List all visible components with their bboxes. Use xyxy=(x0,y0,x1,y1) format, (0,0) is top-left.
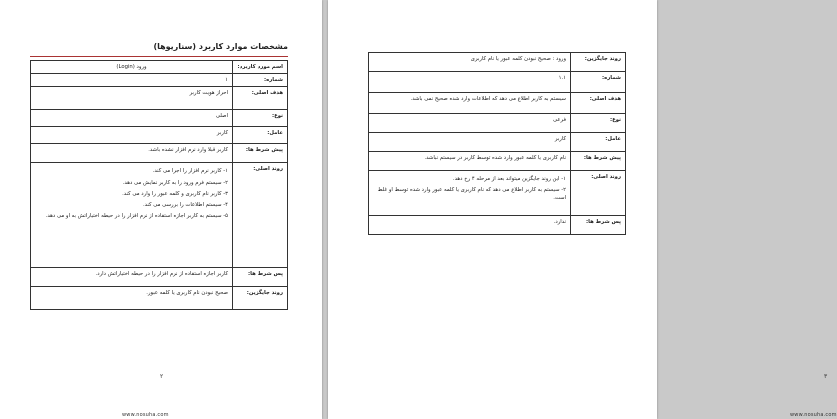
row-label: نوع: xyxy=(571,114,626,133)
row-value: احراز هویت کاربر xyxy=(31,87,233,110)
row-value: اصلی xyxy=(31,110,233,127)
row-label: پیش شرط ها: xyxy=(233,144,288,163)
row-value: کاربر قبلا وارد نرم افزار نشده باشد. xyxy=(31,144,233,163)
row-value: ندارد. xyxy=(369,216,571,235)
table-row xyxy=(31,268,288,287)
step-item: ۱- این روند جایگزین میتواند بعد از مرحله ۴ رخ دهد. xyxy=(452,176,566,182)
row-value: ورود : صحیح نبودن کلمه عبور یا نام کاربری xyxy=(369,53,571,72)
row-value: سیستم به کاربر اطلاع می دهد که اطلاعات وارد شده صحیح نمی باشد. xyxy=(369,93,571,114)
table-row xyxy=(369,72,626,93)
page-number: ۲ xyxy=(160,373,164,380)
row-value: کاربر xyxy=(369,133,571,152)
row-steps xyxy=(369,171,571,216)
table-row xyxy=(369,93,626,114)
footer-url: www.nosuha.com xyxy=(122,412,169,418)
row-value: ۱.۱ xyxy=(369,72,571,93)
step-item: ۲- سیستم به کاربر اطلاع می دهد که نام کاربری یا کلمه عبور وارد شده توسط او غلط است. xyxy=(377,187,566,202)
table-row xyxy=(31,127,288,144)
row-label: هدف اصلی: xyxy=(233,87,288,110)
table-row xyxy=(31,287,288,310)
step-item: ۵- سیستم به کاربر اجازه استفاده از نرم افزار را در حیطه اختیاراتش به او می دهد. xyxy=(45,213,228,220)
table-row xyxy=(369,53,626,72)
row-label: نوع: xyxy=(233,110,288,127)
row-steps xyxy=(31,163,233,268)
row-value: کاربر اجازه استفاده از نرم افزار را در حیطه اختیاراتش دارد. xyxy=(31,268,233,287)
row-label: پس شرط ها: xyxy=(233,268,288,287)
step-item: ۴- سیستم اطلاعات را بررسی می کند. xyxy=(142,202,228,209)
row-value: نام کاربری یا کلمه عبور وارد شده توسط کاربر در سیستم نباشد. xyxy=(369,152,571,171)
table-row xyxy=(31,87,288,110)
table-row xyxy=(369,152,626,171)
use-case-table-login xyxy=(30,60,288,310)
table-row xyxy=(31,61,288,74)
row-label: شماره: xyxy=(571,72,626,93)
table-row xyxy=(31,110,288,127)
use-case-table-alternate xyxy=(368,52,626,235)
row-value: کاربر xyxy=(31,127,233,144)
table-row xyxy=(31,74,288,87)
row-value: ۱ xyxy=(31,74,233,87)
row-value: صحیح نبودن نام کاربری یا کلمه عبور. xyxy=(31,287,233,310)
row-label: اسم مورد کاربرد: xyxy=(233,61,288,74)
step-item: ۳- کاربر نام کاربری و کلمه عبور را وارد می کند. xyxy=(122,190,228,197)
row-label: روند اصلی: xyxy=(233,163,288,268)
table-row xyxy=(369,216,626,235)
table-row xyxy=(31,144,288,163)
footer-url: www.nosuha.com xyxy=(790,412,837,418)
row-label: هدف اصلی: xyxy=(571,93,626,114)
row-label: روند جایگزین: xyxy=(571,53,626,72)
page-number: ۳ xyxy=(824,373,828,380)
step-item: ۱- کاربر نرم افزار را اجرا می کند. xyxy=(152,168,228,175)
row-label: عامل: xyxy=(571,133,626,152)
row-value: فرعی xyxy=(369,114,571,133)
row-label: شماره: xyxy=(233,74,288,87)
table-row xyxy=(369,133,626,152)
row-label: پس شرط ها: xyxy=(571,216,626,235)
table-row xyxy=(369,114,626,133)
row-label: عامل: xyxy=(233,127,288,144)
row-label: روند اصلی: xyxy=(571,171,626,216)
section-heading: مشخصات موارد کاربرد (سناریوها) xyxy=(153,42,288,51)
document-page-left xyxy=(0,0,322,419)
table-row xyxy=(369,171,626,216)
document-page-right xyxy=(328,0,837,419)
table-row xyxy=(31,163,288,268)
row-value: ورود (Login) xyxy=(31,61,233,74)
step-item: ۲- سیستم فرم ورود را به کاربر نمایش می دهد. xyxy=(122,179,228,186)
heading-underline xyxy=(30,56,288,57)
row-label: روند جایگزین: xyxy=(233,287,288,310)
row-label: پیش شرط ها: xyxy=(571,152,626,171)
